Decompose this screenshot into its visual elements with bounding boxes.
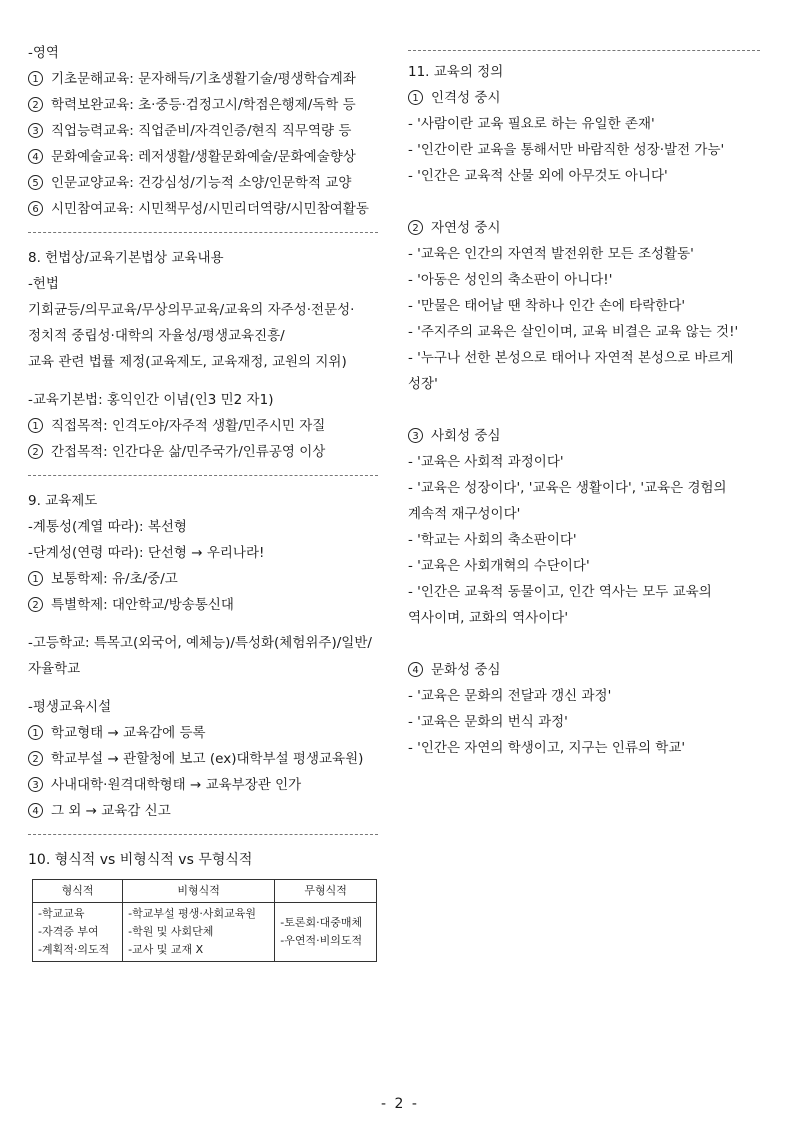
circled-number: 3 bbox=[28, 777, 43, 792]
definition-group-3 bbox=[408, 423, 760, 631]
group-heading: 4 문화성 중심 bbox=[408, 657, 760, 683]
quote-line: - '누구나 선한 본성으로 태어나 자연적 본성으로 바르게 성장' bbox=[408, 350, 734, 392]
list-item: 3 직업능력교육: 직업준비/자격인증/현직 직무역량 등 bbox=[28, 118, 378, 144]
circled-number: 1 bbox=[408, 90, 423, 105]
circled-number: 4 bbox=[28, 149, 43, 164]
quote-line: - '인간은 교육적 산물 외에 아무것도 아니다' bbox=[408, 168, 668, 184]
list-item: 2 학교부설 → 관할청에 보고 (ex)대학부설 평생교육원) bbox=[28, 746, 378, 772]
table-header: 비형식적 bbox=[123, 880, 275, 903]
list-item: 3 사내대학·원격대학형태 → 교육부장관 인가 bbox=[28, 772, 378, 798]
circled-number: 1 bbox=[28, 725, 43, 740]
table-header: 형식적 bbox=[33, 880, 123, 903]
table-cell-formal: -학교교육 -자격증 부여 -계획적·의도적 bbox=[33, 903, 123, 962]
list-item: 2 특별학제: 대안학교/방송통신대 bbox=[28, 592, 378, 618]
table-cell-informal: -토론회·대중매체 -우연적·비의도적 bbox=[275, 903, 377, 962]
system-line-2: -단계성(연령 따라): 단선형 → 우리나라! bbox=[28, 545, 265, 561]
list-item: 1 학교형태 → 교육감에 등록 bbox=[28, 720, 378, 746]
quote-line: - '교육은 사회적 과정이다' bbox=[408, 454, 564, 470]
quote-line: - '교육은 문화의 번식 과정' bbox=[408, 714, 568, 730]
list-item: 4 문화예술교육: 레저생활/생활문화예술/문화예술향상 bbox=[28, 144, 378, 170]
circled-number: 2 bbox=[28, 751, 43, 766]
constitution-text: 기회균등/의무교육/무상의무교육/교육의 자주성·전문성·정치적 중립성·대학의 자율성/평생교육진흥/ bbox=[28, 302, 355, 344]
list-item: 5 인문교양교육: 건강심성/기능적 소양/인문학적 교양 bbox=[28, 170, 378, 196]
definition-group-2 bbox=[408, 215, 760, 397]
area-list bbox=[28, 66, 378, 222]
circled-number: 5 bbox=[28, 175, 43, 190]
right-column bbox=[408, 40, 760, 761]
quote-line: - '교육은 인간의 자연적 발전위한 모든 조성활동' bbox=[408, 246, 694, 262]
section-9-title: 9. 교육제도 bbox=[28, 493, 98, 509]
divider bbox=[28, 232, 378, 233]
circled-number: 6 bbox=[28, 201, 43, 216]
divider bbox=[408, 50, 760, 51]
circled-number: 2 bbox=[28, 597, 43, 612]
divider bbox=[28, 834, 378, 835]
section-10-title: 10. 형식적 vs 비형식적 vs 무형식적 bbox=[28, 852, 253, 868]
section-8-title: 8. 헌법상/교육기본법상 교육내용 bbox=[28, 250, 224, 266]
lifelong-heading: -평생교육시설 bbox=[28, 699, 112, 715]
left-column bbox=[28, 40, 378, 962]
list-item: 1 기초문해교육: 문자해득/기초생활기술/평생학습계좌 bbox=[28, 66, 378, 92]
page-number: - 2 - bbox=[381, 1096, 419, 1112]
quote-line: - '인간은 교육적 동물이고, 인간 역사는 모두 교육의 역사이며, 교화의 역사이다' bbox=[408, 584, 712, 626]
definition-group-4 bbox=[408, 657, 760, 761]
circled-number: 3 bbox=[28, 123, 43, 138]
circled-number: 2 bbox=[408, 220, 423, 235]
circled-number: 4 bbox=[408, 662, 423, 677]
list-item: 4 그 외 → 교육감 신고 bbox=[28, 798, 378, 824]
definition-group-1 bbox=[408, 85, 760, 189]
list-item: 2 학력보완교육: 초·중등·검정고시/학점은행제/독학 등 bbox=[28, 92, 378, 118]
quote-line: - '교육은 사회개혁의 수단이다' bbox=[408, 558, 590, 574]
circled-number: 1 bbox=[28, 571, 43, 586]
quote-line: - '사람이란 교육 필요로 하는 유일한 존재' bbox=[408, 116, 655, 132]
table-cell-nonformal: -학교부설 평생·사회교육원 -학원 및 사회단체 -교사 및 교재 X bbox=[123, 903, 275, 962]
circled-number: 1 bbox=[28, 71, 43, 86]
list-item: 6 시민참여교육: 시민책무성/시민리더역량/시민참여활동 bbox=[28, 196, 378, 222]
group-heading: 1 인격성 중시 bbox=[408, 85, 760, 111]
group-heading: 3 사회성 중심 bbox=[408, 423, 760, 449]
list-item: 1 직접목적: 인격도야/자주적 생활/민주시민 자질 bbox=[28, 413, 378, 439]
table-header: 무형식적 bbox=[275, 880, 377, 903]
basic-law-heading: -교육기본법: 홍익인간 이념(인3 민2 자1) bbox=[28, 392, 274, 408]
quote-line: - '만물은 태어날 땐 착하나 인간 손에 타락한다' bbox=[408, 298, 686, 314]
section-11-title: 11. 교육의 정의 bbox=[408, 64, 504, 80]
circled-number: 2 bbox=[28, 444, 43, 459]
quote-line: - '인간은 자연의 학생이고, 지구는 인류의 학교' bbox=[408, 740, 686, 756]
area-heading: -영역 bbox=[28, 45, 59, 61]
circled-number: 4 bbox=[28, 803, 43, 818]
quote-line: - '인간이란 교육을 통해서만 바람직한 성장·발전 가능' bbox=[408, 142, 725, 158]
circled-number: 3 bbox=[408, 428, 423, 443]
divider bbox=[28, 475, 378, 476]
list-item: 2 간접목적: 인간다운 삶/민주국가/인류공영 이상 bbox=[28, 439, 378, 465]
constitution-text-2: 교육 관련 법률 제정(교육제도, 교육재정, 교원의 지위) bbox=[28, 354, 347, 370]
quote-line: - '주지주의 교육은 살인이며, 교육 비결은 교육 않는 것!' bbox=[408, 324, 739, 340]
quote-line: - '아동은 성인의 축소판이 아니다!' bbox=[408, 272, 613, 288]
highschool-text: -고등학교: 특목고(외국어, 예체능)/특성화(체험위주)/일반/자율학교 bbox=[28, 635, 372, 677]
circled-number: 1 bbox=[28, 418, 43, 433]
list-item: 1 보통학제: 유/초/중/고 bbox=[28, 566, 378, 592]
constitution-heading: -헌법 bbox=[28, 276, 59, 292]
group-heading: 2 자연성 중시 bbox=[408, 215, 760, 241]
comparison-table bbox=[32, 879, 377, 962]
quote-line: - '학교는 사회의 축소판이다' bbox=[408, 532, 577, 548]
circled-number: 2 bbox=[28, 97, 43, 112]
quote-line: - '교육은 문화의 전달과 갱신 과정' bbox=[408, 688, 612, 704]
quote-line: - '교육은 성장이다', '교육은 생활이다', '교육은 경험의 계속적 재구성이다' bbox=[408, 480, 727, 522]
system-line-1: -계통성(계열 따라): 복선형 bbox=[28, 519, 187, 535]
